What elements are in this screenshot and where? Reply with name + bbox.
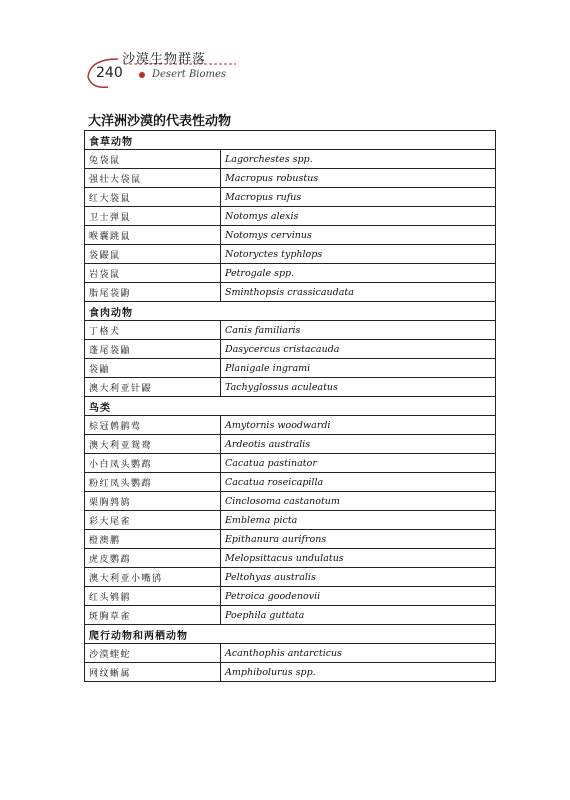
scientific-name-cell: Macropus rufus (221, 188, 496, 207)
category-label: 爬行动物和两栖动物 (85, 625, 496, 644)
scientific-name-cell: Poephila guttata (221, 606, 496, 625)
category-row (85, 397, 496, 416)
table-row (85, 340, 496, 359)
scientific-name-cell: Melopsittacus undulatus (221, 549, 496, 568)
scientific-name-cell: Canis familiaris (221, 321, 496, 340)
common-name-cell: 橙澳鹏 (85, 530, 221, 549)
scientific-name-cell: Petroica goodenovii (221, 587, 496, 606)
common-name-cell: 蓬尾袋鼬 (85, 340, 221, 359)
common-name-cell: 红大袋鼠 (85, 188, 221, 207)
common-name-cell: 沙漠蝰蛇 (85, 644, 221, 663)
scientific-name-cell: Notomys cervinus (221, 226, 496, 245)
scientific-name-cell: Macropus robustus (221, 169, 496, 188)
scientific-name-cell: Petrogale spp. (221, 264, 496, 283)
common-name-cell: 岩袋鼠 (85, 264, 221, 283)
common-name-cell: 红头鸲鹟 (85, 587, 221, 606)
table-row (85, 473, 496, 492)
scientific-name-cell: Notoryctes typhlops (221, 245, 496, 264)
common-name-cell: 澳大利亚鸳鸯 (85, 435, 221, 454)
common-name-cell: 兔袋鼠 (85, 150, 221, 169)
running-header (78, 45, 238, 90)
category-row (85, 131, 496, 150)
table-row (85, 454, 496, 473)
common-name-cell: 丁格犬 (85, 321, 221, 340)
table-row (85, 150, 496, 169)
table-row (85, 568, 496, 587)
book-title-zh: 沙漠生物群落 (122, 52, 207, 67)
table-row (85, 264, 496, 283)
category-row (85, 625, 496, 644)
category-label: 食肉动物 (85, 302, 496, 321)
common-name-cell: 袋鼬 (85, 359, 221, 378)
scientific-name-cell: Amphibolurus spp. (221, 663, 496, 682)
scientific-name-cell: Sminthopsis crassicaudata (221, 283, 496, 302)
table-row (85, 492, 496, 511)
table-row (85, 378, 496, 397)
common-name-cell: 棕冠鹩鹟莺 (85, 416, 221, 435)
table-row (85, 359, 496, 378)
common-name-cell: 脂尾袋鼩 (85, 283, 221, 302)
table-row (85, 416, 496, 435)
scientific-name-cell: Cinclosoma castanotum (221, 492, 496, 511)
section-title: 大洋洲沙漠的代表性动物 (88, 114, 232, 129)
scientific-name-cell: Ardeotis australis (221, 435, 496, 454)
page-number: 240 (96, 65, 123, 81)
table-row (85, 188, 496, 207)
fauna-table (84, 130, 496, 682)
table-row (85, 283, 496, 302)
table-row (85, 663, 496, 682)
common-name-cell: 卫士弹鼠 (85, 207, 221, 226)
table-row (85, 549, 496, 568)
common-name-cell: 虎皮鹦鹉 (85, 549, 221, 568)
table-row (85, 606, 496, 625)
common-name-cell: 袋鼹鼠 (85, 245, 221, 264)
common-name-cell: 斑胸草雀 (85, 606, 221, 625)
table-row (85, 321, 496, 340)
table-row (85, 530, 496, 549)
scientific-name-cell: Notomys alexis (221, 207, 496, 226)
common-name-cell: 栗胸鹑鸫 (85, 492, 221, 511)
book-title-en: Desert Biomes (152, 69, 227, 80)
scientific-name-cell: Amytornis woodwardi (221, 416, 496, 435)
fauna-table-body (85, 131, 496, 682)
common-name-cell: 彩大尾雀 (85, 511, 221, 530)
scientific-name-cell: Tachyglossus aculeatus (221, 378, 496, 397)
category-row (85, 302, 496, 321)
scientific-name-cell: Planigale ingrami (221, 359, 496, 378)
scientific-name-cell: Acanthophis antarcticus (221, 644, 496, 663)
scientific-name-cell: Cacatua pastinator (221, 454, 496, 473)
common-name-cell: 网纹蜥属 (85, 663, 221, 682)
scientific-name-cell: Epithanura aurifrons (221, 530, 496, 549)
common-name-cell: 澳大利亚小嘴鸻 (85, 568, 221, 587)
category-label: 食草动物 (85, 131, 496, 150)
common-name-cell: 喉囊跳鼠 (85, 226, 221, 245)
table-row (85, 511, 496, 530)
table-row (85, 207, 496, 226)
common-name-cell: 强壮大袋鼠 (85, 169, 221, 188)
scientific-name-cell: Peltohyas australis (221, 568, 496, 587)
common-name-cell: 小白凤头鹦鹉 (85, 454, 221, 473)
scientific-name-cell: Dasycercus cristacauda (221, 340, 496, 359)
table-row (85, 587, 496, 606)
category-label: 鸟类 (85, 397, 496, 416)
table-row (85, 226, 496, 245)
table-row (85, 169, 496, 188)
scientific-name-cell: Lagorchestes spp. (221, 150, 496, 169)
table-row (85, 245, 496, 264)
table-row (85, 435, 496, 454)
common-name-cell: 粉红凤头鹦鹉 (85, 473, 221, 492)
scientific-name-cell: Emblema picta (221, 511, 496, 530)
common-name-cell: 澳大利亚针鼹 (85, 378, 221, 397)
table-row (85, 644, 496, 663)
scientific-name-cell: Cacatua roseicapilla (221, 473, 496, 492)
